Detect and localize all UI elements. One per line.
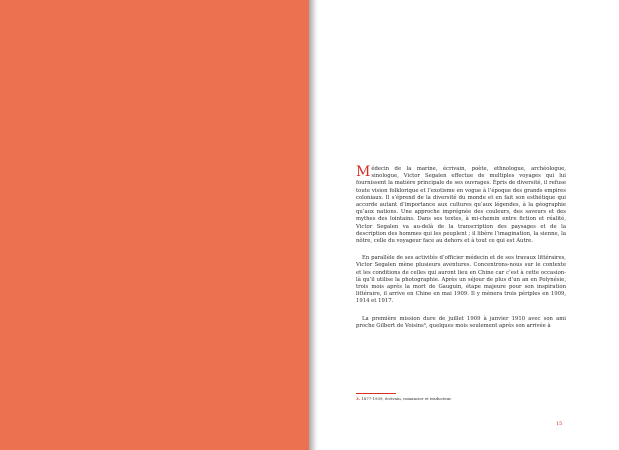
right-page [319,0,619,450]
footnote [356,396,566,401]
paragraph-1 [356,166,566,245]
left-page-color-panel [0,0,309,450]
footnote-divider [356,393,396,394]
page-number: 15 [556,421,563,427]
footnote-marker: 3. [356,396,361,401]
body-text [356,166,566,340]
paragraph-3: La première mission dure de juillet 1909 à janvier 1910 avec son ami proche Gilbert de Voisins³, quelques mois seulement après son arrivée à [356,315,566,329]
paragraph-2: En parallèle de ses activités d’officier médecin et de ses travaux littéraires, Victor Segalen mène plusieurs aventures. Concentrons-nous sur le contexte et les conditions de celles qui auront lieu en Chine car c’est à cette occasion-là qu’il utilise la photographie. Après un séjour de plus d’un an en Polynésie, trois mois après la mort de Gauguin, étape majeure pour son inspiration littéraire, il arrive en Chine en mai 1909. Il y mènera trois périples en 1909, 1914 et 1917. [356,255,566,305]
paragraph-1-text: édecin de la marine, écrivain, poète, ethnologue, archéologue, sinologue, Victor Segalen effectue de multiples voyages qui lui fournissent la matière principale de ses ouvrages. Épris de diversité, il refuse toute vision folklorique et l’exotisme en vogue à l’époque des grands empires coloniaux. Il s’éprend de la diversité du monde et en fait son esthétique qui accorde autant d’importance aux cultures qu’aux légendes, à la géographie qu’aux nations. Une approche imprégnée des couleurs, des saveurs et des mythes des lointains. Dans ses textes, à mi-chemin entre fiction et réalité, Victor Segalen va au-delà de la transcription des paysages et de la description des hommes qui les peuplent ; il libère l’imagination, la sienne, la nôtre, celle du voyageur face au dehors et à tout ce qui est Autre. [356,166,566,245]
drop-cap: M [356,164,371,180]
footnote-text: 1877-1939, écrivain, romancier et traducteur. [361,396,452,401]
book-gutter [309,0,319,450]
